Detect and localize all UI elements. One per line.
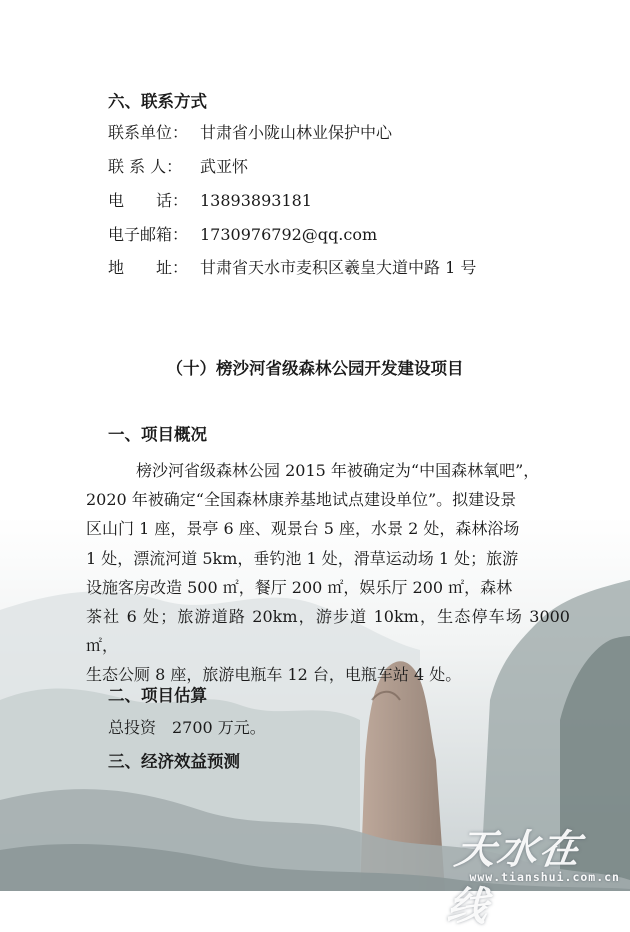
overview-paragraph bbox=[86, 456, 570, 690]
watermark-url: www.tianshui.com.cn bbox=[469, 870, 620, 884]
contact-label: 电 话： bbox=[108, 191, 189, 210]
benefit-heading: 三、经济效益预测 bbox=[108, 752, 240, 771]
contact-value: 13893893181 bbox=[200, 191, 312, 210]
contact-label: 联 系 人： bbox=[108, 157, 183, 176]
contact-label: 地 址： bbox=[108, 258, 189, 277]
contact-row-unit bbox=[108, 123, 392, 143]
contact-label: 联系单位： bbox=[108, 123, 189, 142]
contact-row-address bbox=[108, 258, 476, 278]
overview-line: 生态公厕 8 座，旅游电瓶车 12 台，电瓶车站 4 处。 bbox=[86, 665, 462, 685]
overview-line: 2020 年被确定“全国森林康养基地试点建设单位”。拟建设景 bbox=[86, 490, 517, 510]
overview-heading: 一、项目概况 bbox=[108, 425, 207, 444]
contact-label: 电子邮箱： bbox=[108, 225, 189, 244]
project-title: （十）榜沙河省级森林公园开发建设项目 bbox=[166, 359, 464, 378]
contact-value: 甘肃省小陇山林业保护中心 bbox=[200, 123, 393, 142]
estimate-text: 总投资 2700 万元。 bbox=[108, 718, 266, 737]
overview-line: 榜沙河省级森林公园 2015 年被确定为“中国森林氧吧”， bbox=[104, 461, 540, 480]
contact-heading: 六、联系方式 bbox=[108, 92, 207, 111]
contact-value: 甘肃省天水市麦积区羲皇大道中路 1 号 bbox=[200, 258, 477, 277]
overview-line: 区山门 1 座，景亭 6 座、观景台 5 座，水景 2 处，森林浴场 bbox=[86, 519, 520, 539]
contact-value: 武亚怀 bbox=[200, 157, 249, 176]
contact-row-phone bbox=[108, 191, 312, 211]
overview-line: 1 处，漂流河道 5km，垂钓池 1 处，滑草运动场 1 处；旅游 bbox=[86, 548, 519, 568]
contact-value: 1730976792@qq.com bbox=[200, 225, 378, 244]
watermark-brand: 天水在线 bbox=[444, 827, 585, 930]
site-watermark bbox=[444, 818, 630, 930]
contact-row-person bbox=[108, 157, 248, 177]
overview-line: 设施客房改造 500 ㎡，餐厅 200 ㎡，娱乐厅 200 ㎡，森林 bbox=[86, 577, 513, 597]
estimate-heading: 二、项目估算 bbox=[108, 686, 207, 705]
overview-line: 茶社 6 处；旅游道路 20km，游步道 10km，生态停车场 3000 ㎡， bbox=[86, 607, 570, 656]
contact-row-email bbox=[108, 225, 377, 245]
